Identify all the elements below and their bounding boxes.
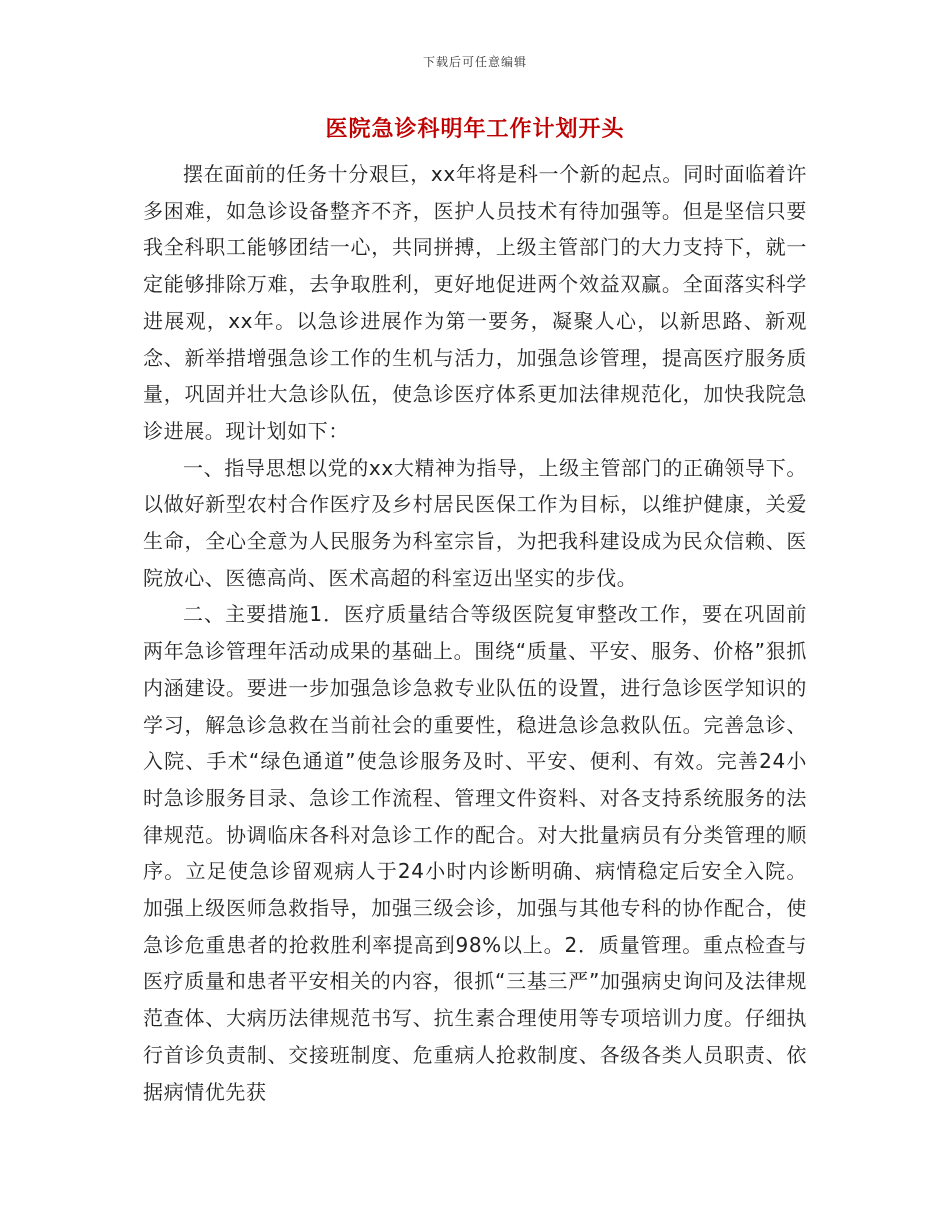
header-note: 下载后可任意编辑 — [422, 55, 527, 69]
paragraph-intro: 摆在面前的任务十分艰巨，xx年将是科一个新的起点。同时面临着许多困难，如急诊设备整齐不齐，医护人员技术有待加强等。但是坚信只要我全科职工能够团结一心，共同拼搏，上级主管部门的大力支持下，就一定能够排除万难，去争取胜利，更好地促进两个效益双赢。全面落实科学进展观，xx年。以急诊进展作为第一要务，凝聚人心，以新思路、新观念、新举措增强急诊工作的生机与活力，加强急诊管理，提高医疗服务质量，巩固并壮大急诊队伍，使急诊医疗体系更加法律规范化，加快我院急诊进展。现计划如下： — [143, 162, 807, 443]
document-title: 医院急诊科明年工作计划开头 — [325, 117, 625, 142]
document-body — [143, 156, 807, 1110]
paragraph-guiding-ideology: 一、指导思想以党的xx大精神为指导，上级主管部门的正确领导下。以做好新型农村合作医疗及乡村居民医保工作为目标，以维护健康，关爱生命，全心全意为人民服务为科室宗旨，为把我科建设成为民众信赖、医院放心、医德高尚、医术高超的科室迈出坚实的步伐。 — [143, 455, 807, 590]
paragraph-main-measures: 二、主要措施1．医疗质量结合等级医院复审整改工作，要在巩固前两年急诊管理年活动成果的基础上。围绕“质量、平安、服务、价格”狠抓内涵建设。要进一步加强急诊急救专业队伍的设置，进行急诊医学知识的学习，解急诊急救在当前社会的重要性，稳进急诊急救队伍。完善急诊、入院、手术“绿色通道”使急诊服务及时、平安、便利、有效。完善24小时急诊服务目录、急诊工作流程、管理文件资料、对各支持系统服务的法律规范。协调临床各科对急诊工作的配合。对大批量病员有分类管理的顺序。立足使急诊留观病人于24小时内诊断明确、病情稳定后安全入院。加强上级医师急救指导，加强三级会诊，加强与其他专科的协作配合，使急诊危重患者的抢救胜利率提高到98%以上。2．质量管理。重点检查与医疗质量和患者平安相关的内容，很抓“三基三严”加强病史询问及法律规范查体、大病历法律规范书写、抗生素合理使用等专项培训力度。仔细执行首诊负责制、交接班制度、危重病人抢救制度、各级各类人员职责、依据病情优先获 — [143, 602, 807, 1104]
